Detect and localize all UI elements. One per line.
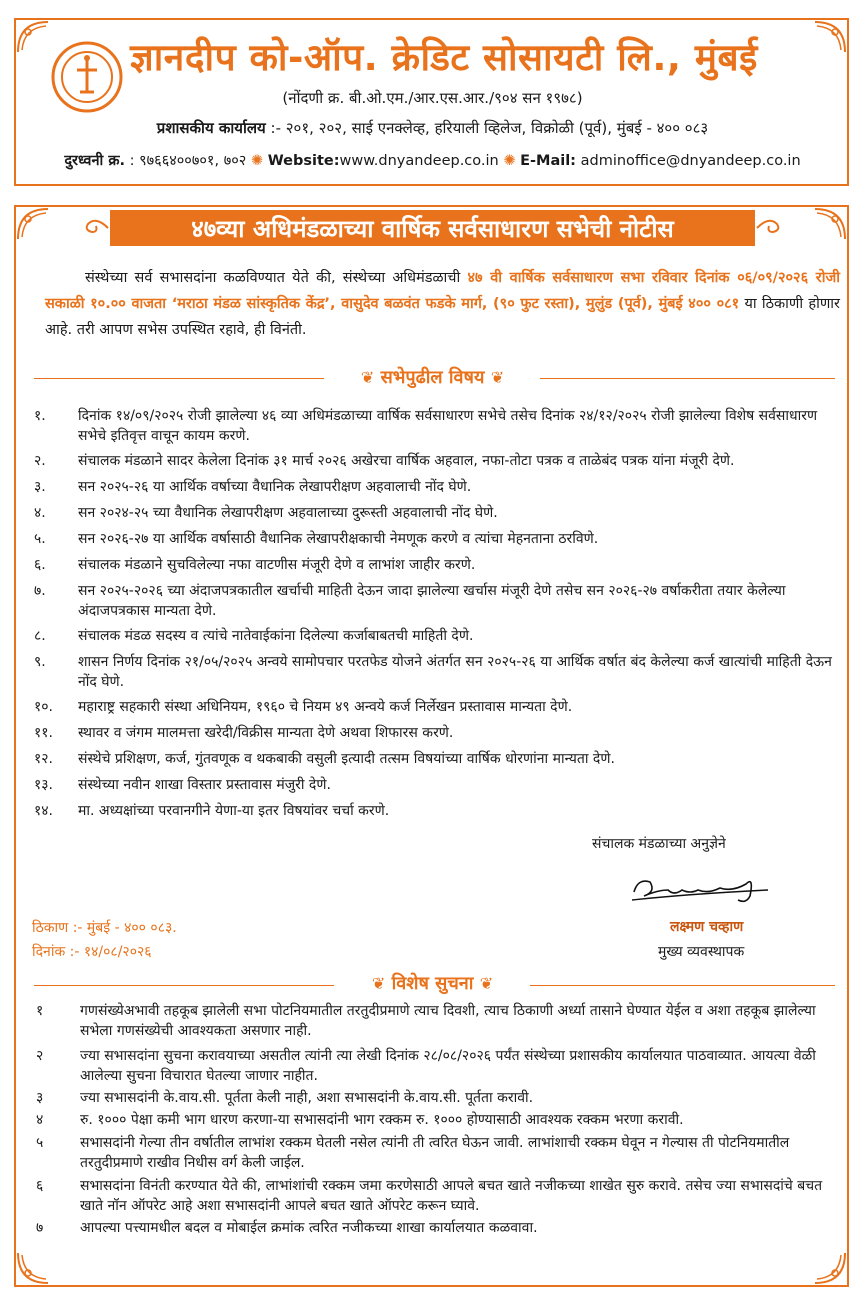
corner-ornament-icon: [813, 1251, 847, 1285]
authority-note: संचालक मंडळाच्या अनुज्ञेने: [592, 836, 726, 852]
ornament-left-icon: ❦: [360, 368, 375, 387]
agenda-item-text: संस्थेचे प्रशिक्षण, कर्ज, गुंतवणूक व थकबाकी वसुली इत्यादी तत्सम विषयांच्या वार्षिक धोरणांना मान्यता देणे.: [78, 751, 615, 767]
agenda-item-number: ९.: [34, 654, 46, 670]
agenda-item-text: सन २०२५-२६ या आर्थिक वर्षाच्या वैधानिक लेखापरीक्षण अहवालाची नोंद घेणे.: [78, 479, 472, 495]
special-item-text: रु. १००० पेक्षा कमी भाग धारण करणा-या सभासदांनी भाग रक्कम रु. १००० होण्यासाठी आवश्यक रक्कम भरणा करावी.: [80, 1112, 684, 1128]
agenda-item-number: ४.: [34, 505, 46, 521]
agenda-item-number: १०.: [34, 699, 54, 715]
agenda-item-text: संचालक मंडळाने सादर केलेला दिनांक ३१ मार्च २०२६ अखेरचा वार्षिक अहवाल, नफा-तोटा पत्रक व ताळेबंद पत्रक यांना मंजूरी देणे.: [78, 453, 735, 469]
agenda-item-number: ५.: [34, 531, 46, 547]
corner-ornament-icon: [16, 207, 50, 241]
ornament-left-icon: ❦: [371, 974, 386, 993]
ornament-right-icon: ❦: [479, 974, 494, 993]
notice-date: दिनांक :- १४/०८/२०२६: [32, 944, 152, 960]
agenda-item-number: ८.: [34, 628, 46, 644]
office-address: [0, 118, 865, 138]
corner-ornament-icon: [813, 207, 847, 241]
agenda-item-text: महाराष्ट्र सहकारी संस्था अधिनियम, १९६० चे नियम ४९ अन्वये कर्ज निर्लेखन प्रस्तावास मान्यता देणे.: [78, 699, 573, 715]
agenda-item-number: ६.: [34, 557, 46, 573]
special-notes-title: [0, 971, 865, 995]
agenda-item-text: शासन निर्णय दिनांक २१/०५/२०२५ अन्वये सामोपचार परतफेड योजने अंतर्गत सन २०२५-२६ या आर्थिक वर्षात बंद केलेल्या कर्ज खात्यांची माहिती देऊन नोंद घेणे.: [78, 654, 832, 690]
agenda-item-text: सन २०२४-२५ च्या वैधानिक लेखापरीक्षण अहवालाच्या दुरूस्ती अहवालाची नोंद घेणे.: [78, 505, 498, 521]
agenda-item-number: १.: [34, 408, 46, 424]
email-link[interactable]: adminoffice@dnyandeep.co.in: [580, 153, 801, 169]
special-item-text: ज्या सभासदांना सुचना करावयाच्या असतील त्यांनी त्या लेखी दिनांक २८/०८/२०२६ पर्यंत संस्थेच्या प्रशासकीय कार्यालयात पाठवाव्यात. आयत्या वेळी आलेल्या सुचना विचारात घेतल्या जाणार नाहीत.: [80, 1048, 816, 1084]
contact-line: [0, 150, 865, 170]
agenda-item-text: दिनांक १४/०९/२०२५ रोजी झालेल्या ४६ व्या अधिमंडळाच्या वार्षिक सर्वसाधारण सभेचे तसेच दिनांक २४/१२/२०२५ रोजी झालेल्या विशेष सर्वसाधारण सभेचे इतिवृत्त वाचून कायम करणे.: [78, 408, 818, 444]
notice-intro: [45, 265, 840, 343]
separator-icon: ✺: [250, 153, 264, 169]
agenda-item-number: ११.: [34, 725, 54, 741]
agenda-item-text: संचालक मंडळाने सुचविलेल्या नफा वाटणीस मंजूरी देणे व लाभांश जाहीर करणे.: [78, 557, 476, 573]
agenda-item-text: सन २०२५-२०२६ च्या अंदाजपत्रकातील खर्चाची माहिती देऊन जादा झालेल्या खर्चास मंजूरी देणे तसेच सन २०२६-२७ वर्षाकरीता तयार केलेल्या अंदाजपत्रकास मान्यता देणे.: [78, 583, 786, 619]
phone-label: दुरध्वनी क्र.: [64, 153, 125, 169]
office-label: प्रशासकीय कार्यालय: [156, 119, 266, 137]
agenda-item-text: स्थावर व जंगम मालमत्ता खरेदी/विक्रीस मान्यता देणे अथवा शिफारस करणे.: [78, 725, 454, 741]
special-item-text: गणसंख्येअभावी तहकूब झालेली सभा पोटनियमातील तरतुदीप्रमाणे त्याच दिवशी, त्याच ठिकाणी अर्ध्या तासाने घेण्यात येईल व अशा तहकूब झालेल्या सभेला गणसंख्येची आवश्यकता असणार नाही.: [80, 1003, 816, 1039]
intro-text-2: या ठिकाणी होणार आहे. तरी आपण सभेस उपस्थित रहावे, ही विनंती.: [45, 296, 840, 338]
agenda-item-text: सन २०२६-२७ या आर्थिक वर्षासाठी वैधानिक लेखापरीक्षकाची नेमणूक करणे व त्यांचा मेहनताना ठरविणे.: [78, 531, 599, 547]
agenda-item-number: ३.: [34, 479, 46, 495]
place: ठिकाण :- मुंबई - ४०० ०८३.: [32, 920, 177, 936]
special-item-text: ज्या सभासदांनी के.वाय.सी. पूर्तता केली नाही, अशा सभासदांनी के.वाय.सी. पूर्तता करावी.: [80, 1090, 534, 1106]
special-item-number: ७: [36, 1220, 44, 1236]
agenda-item-number: २.: [34, 453, 46, 469]
email-label: E-Mail:: [520, 153, 576, 169]
special-notes-title-text: विशेष सुचना: [391, 973, 474, 994]
corner-ornament-icon: [16, 1251, 50, 1285]
agenda-item-number: ७.: [34, 583, 46, 599]
signatory-designation: मुख्य व्यवस्थापक: [658, 944, 745, 960]
registration-number: (नोंदणी क्र. बी.ओ.एम./आर.एस.आर./९०४ सन १९७८): [282, 89, 583, 107]
agenda-title: [0, 365, 865, 389]
signatory-name: लक्ष्मण चव्हाण: [670, 919, 744, 935]
agenda-item-text: संचालक मंडळ सदस्य व त्यांचे नातेवाईकांना दिलेल्या कर्जाबाबतची माहिती देणे.: [78, 628, 474, 644]
corner-ornament-icon: [16, 20, 50, 54]
special-item-number: ३: [36, 1090, 44, 1106]
special-item-number: १: [36, 1003, 44, 1019]
website-link[interactable]: www.dnyandeep.co.in: [339, 153, 499, 169]
special-item-number: ५: [36, 1135, 44, 1151]
agenda-title-text: सभेपुढील विषय: [380, 367, 485, 388]
organization-title: ज्ञानदीप को-ऑप. क्रेडिट सोसायटी लि., मुंबई: [130, 36, 758, 79]
special-item-number: २: [36, 1048, 44, 1064]
special-item-text: आपल्या पत्त्यामधील बदल व मोबाईल क्रमांक त्वरित नजीकच्या शाखा कार्यालयात कळवावा.: [80, 1220, 538, 1236]
agenda-item-number: १४.: [34, 803, 54, 819]
special-item-number: ४: [36, 1112, 44, 1128]
separator-icon: ✺: [503, 153, 516, 169]
office-address-text: :- २०१, २०२, साई एनक्लेव्ह, हरियाली व्हिलेज, विक्रोळी (पूर्व), मुंबई - ४०० ०८३: [270, 119, 709, 137]
ornament-right-icon: ❦: [490, 368, 505, 387]
agenda-item-number: १३.: [34, 777, 54, 793]
agenda-item-number: १२.: [34, 751, 54, 767]
website-label: Website:: [267, 153, 340, 169]
agenda-item-text: मा. अध्यक्षांच्या परवानगीने येणा-या इतर विषयांवर चर्चा करणे.: [78, 803, 390, 819]
special-item-text: सभासदांनी गेल्या तीन वर्षातील लाभांश रक्कम घेतली नसेल त्यांनी ती त्वरित घेऊन जावी. लाभांशाची रक्कम घेवून न गेल्यास ती पोटनियमातील तरतुदीप्रमाणे राखीव निधीस वर्ग केली जाईल.: [80, 1135, 790, 1171]
notice-title: ४७व्या अधिमंडळाच्या वार्षिक सर्वसाधारण सभेची नोटीस: [191, 215, 674, 243]
phone-value: : ९७६६४००७०१, ७०२: [129, 153, 247, 169]
signature: [628, 870, 778, 910]
special-item-number: ६: [36, 1178, 44, 1194]
banner-ornament-left-icon: [84, 214, 110, 242]
meeting-details: ४७ वी वार्षिक सर्वसाधारण सभा रविवार दिनांक ०६/०९/२०२६ रोजी सकाळी १०.०० वाजता ‘मराठा मंडळ सांस्कृतिक केंद्र’, वासुदेव बळवंत फडके मार्ग, (९० फुट रस्ता), मुलुंड (पूर्व), मुंबई ४०० ०८१: [45, 270, 840, 312]
agenda-item-text: संस्थेच्या नवीन शाखा विस्तार प्रस्तावास मंजुरी देणे.: [78, 777, 331, 793]
banner-ornament-right-icon: [755, 214, 781, 242]
intro-text-1: संस्थेच्या सर्व सभासदांना कळविण्यात येते की, संस्थेच्या अधिमंडळाची: [85, 270, 468, 286]
special-item-text: सभासदांना विनंती करण्यात येते की, लाभांशांची रक्कम जमा करणेसाठी आपले बचत खाते नजीकच्या शाखेत सुरु करावे. तसेच ज्या सभासदांचे बचत खाते नॉन ऑपरेट आहे अशा सभासदांनी आपले बचत खाते ऑपरेट करून घ्यावे.: [80, 1178, 823, 1214]
